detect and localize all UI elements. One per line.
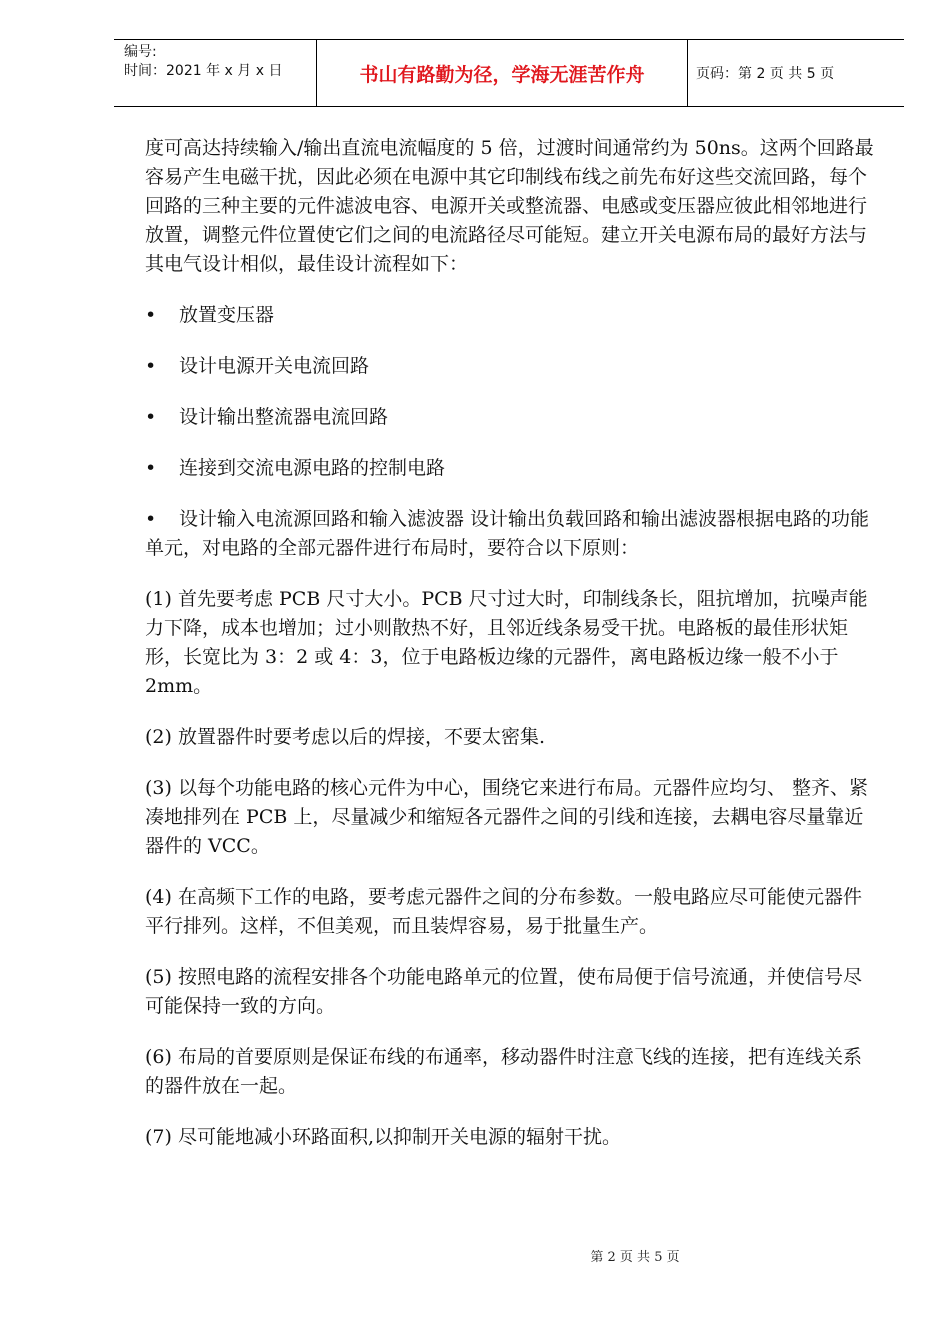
bullet-icon: •	[145, 457, 157, 479]
bullet-text: 设计输出整流器电流回路	[179, 406, 389, 428]
document-time-label: 时间：2021 年 x 月 x 日	[124, 63, 283, 79]
bullet-text: 放置变压器	[179, 304, 275, 326]
bullet-item	[145, 403, 880, 432]
intro-paragraph: 度可高达持续输入/输出直流电流幅度的 5 倍，过渡时间通常约为 50ns。这两个回路最容易产生电磁干扰，因此必须在电源中其它印制线布线之前先布好这些交流回路，每个回路的三种主要的元件滤波电容、电源开关或整流器、电感或变压器应彼此相邻地进行放置，调整元件位置使它们之间的电流路径尽可能短。建立开关电源布局的最好方法与其电气设计相似，最佳设计流程如下：	[145, 137, 874, 275]
bullet-item	[145, 301, 880, 330]
document-number-label: 编号:	[124, 44, 157, 60]
bullet-icon: •	[145, 355, 157, 377]
rule-paragraph: (5) 按照电路的流程安排各个功能电路单元的位置，使布局便于信号流通，并使信号尽可能保持一致的方向。	[145, 966, 862, 1017]
rule-paragraph: (3) 以每个功能电路的核心元件为中心，围绕它来进行布局。元器件应均匀、 整齐、紧凑地排列在 PCB 上，尽量减少和缩短各元器件之间的引线和连接，去耦电容尽量靠近器件的 VCC。	[145, 777, 868, 857]
bullet-text: 设计输入电流源回路和输入滤波器 设计输出负载回路和输出滤波器根据电路的功能单元，对电路的全部元器件进行布局时，要符合以下原则：	[145, 508, 870, 559]
bullet-icon: •	[145, 304, 157, 326]
bullet-item	[145, 505, 880, 563]
page-header	[114, 39, 904, 107]
rule-paragraph: (4) 在高频下工作的电路，要考虑元器件之间的分布参数。一般电路应尽可能使元器件平行排列。这样，不但美观，而且装焊容易，易于批量生产。	[145, 886, 862, 937]
rule-paragraph: (7) 尽可能地减小环路面积,以抑制开关电源的辐射干扰。	[145, 1126, 621, 1148]
header-page-number: 页码：第 2 页 共 5 页	[696, 66, 835, 82]
bullet-text: 连接到交流电源电路的控制电路	[179, 457, 446, 479]
header-meta	[114, 40, 317, 106]
bullet-item	[145, 352, 880, 381]
header-motto: 书山有路勤为径，学海无涯苦作舟	[317, 40, 688, 106]
bullet-icon: •	[145, 508, 157, 530]
page-footer	[0, 1246, 950, 1265]
footer-page-number: 第 2 页 共 5 页	[590, 1250, 680, 1265]
rule-paragraph: (2) 放置器件时要考虑以后的焊接，不要太密集.	[145, 726, 545, 748]
rule-paragraph: (6) 布局的首要原则是保证布线的布通率，移动器件时注意飞线的连接，把有连线关系的器件放在一起。	[145, 1046, 862, 1097]
bullet-item	[145, 454, 880, 483]
bullet-icon: •	[145, 406, 157, 428]
document-body	[145, 134, 880, 1174]
rule-paragraph: (1) 首先要考虑 PCB 尺寸大小。PCB 尺寸过大时，印制线条长，阻抗增加，抗噪声能力下降，成本也增加；过小则散热不好，且邻近线条易受干扰。电路板的最佳形状矩形，长宽比为 3：2 或 4：3，位于电路板边缘的元器件，离电路板边缘一般不小于 2mm。	[145, 588, 868, 697]
bullet-text: 设计电源开关电流回路	[179, 355, 370, 377]
